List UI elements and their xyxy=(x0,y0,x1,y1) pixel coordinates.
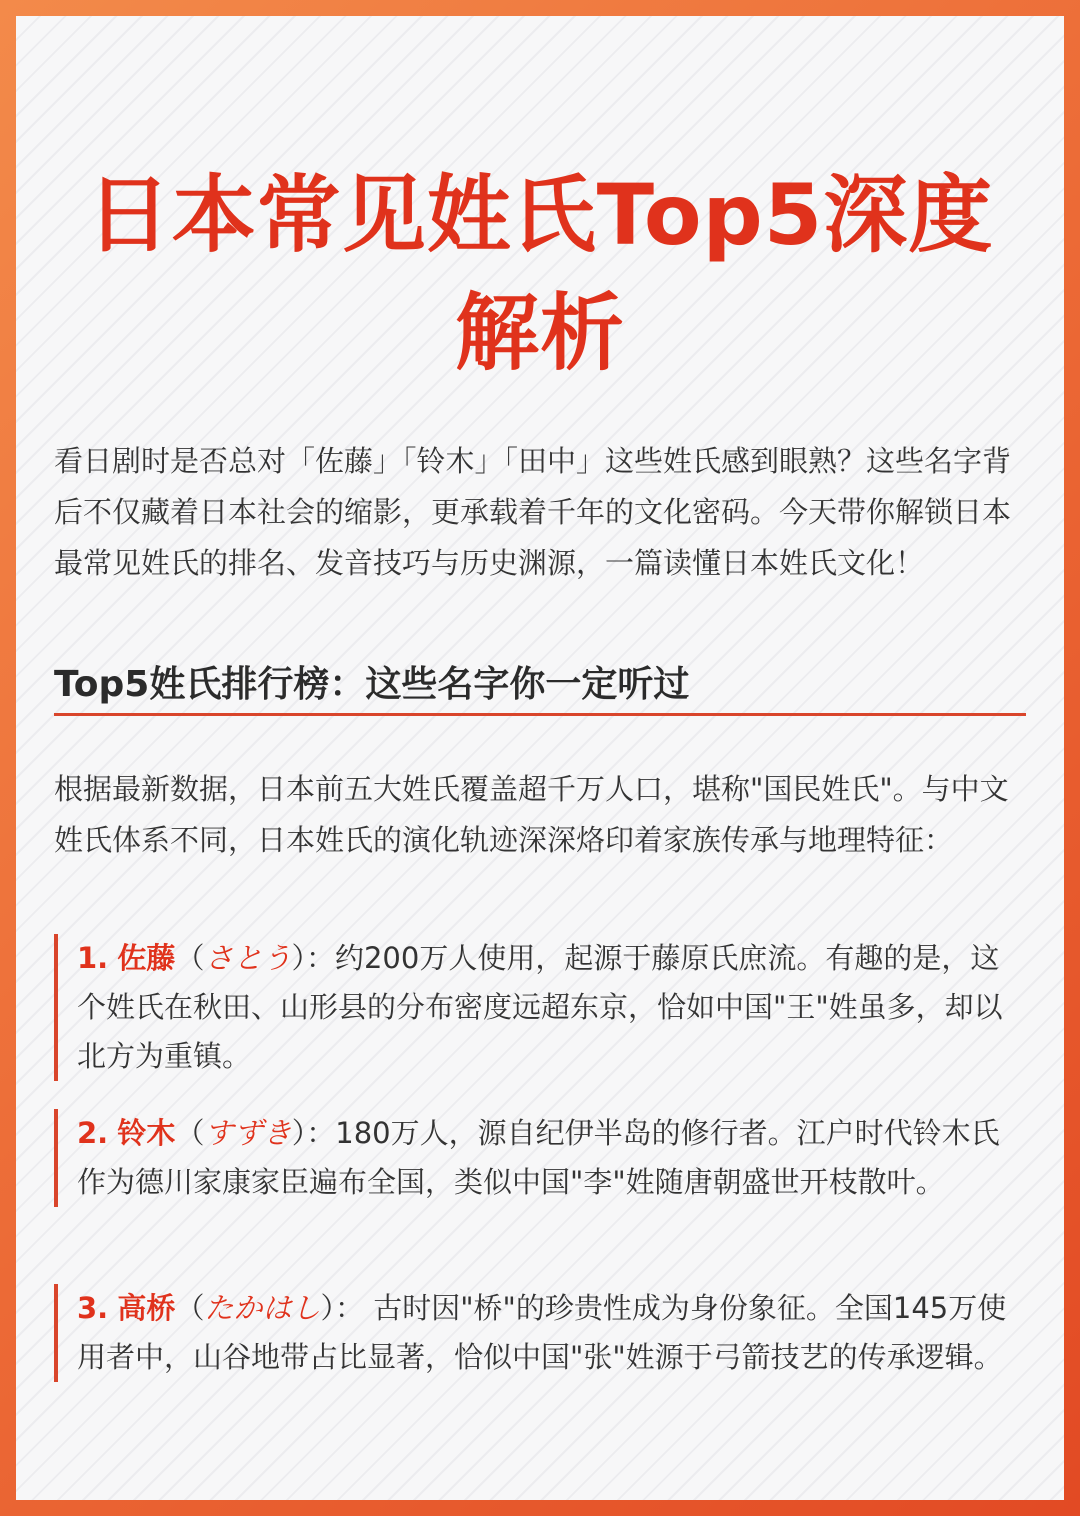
entry-kana-reading: たかはし xyxy=(204,1291,321,1325)
surname-entry-2 xyxy=(54,1109,1026,1207)
entry-open-paren: （ xyxy=(175,1116,205,1150)
entry-number: 3. xyxy=(77,1291,109,1325)
section-heading: Top5姓氏排行榜：这些名字你一定听过 xyxy=(54,664,690,705)
entry-close-paren: ） xyxy=(320,1291,335,1325)
entry-number: 2. xyxy=(77,1116,109,1150)
entry-surname: 佐藤 xyxy=(117,941,176,975)
entry-description: ：180万人，源自纪伊半岛的修行者。江户时代铃木氏作为德川家康家臣遍布全国，类似中国"李"姓随唐朝盛世开枝散叶。 xyxy=(77,1116,1000,1199)
entry-text xyxy=(77,1109,1026,1207)
entry-surname: 高桥 xyxy=(117,1291,176,1325)
entry-close-paren: ） xyxy=(291,1116,307,1150)
entry-text xyxy=(77,1284,1026,1382)
entry-kana-reading: すずき xyxy=(204,1116,292,1150)
entry-text xyxy=(77,934,1026,1081)
entry-description: ： 古时因"桥"的珍贵性成为身份象征。全国145万使用者中，山谷地带占比显著，恰似中国"张"姓源于弓箭技艺的传承逻辑。 xyxy=(77,1291,1007,1374)
entry-description: ：约200万人使用，起源于藤原氏庶流。有趣的是，这个姓氏在秋田、山形县的分布密度远超东京，恰如中国"王"姓虽多，却以北方为重镇。 xyxy=(77,941,1003,1073)
entry-open-paren: （ xyxy=(175,941,205,975)
surname-entry-3 xyxy=(54,1284,1026,1382)
intro-paragraph: 看日剧时是否总对「佐藤」「铃木」「田中」这些姓氏感到眼熟？这些名字背后不仅藏着日本社会的缩影，更承载着千年的文化密码。今天带你解锁日本最常见姓氏的排名、发音技巧与历史渊源，一篇读懂日本姓氏文化！ xyxy=(54,444,1012,580)
section-divider xyxy=(54,713,1026,716)
surname-entry-1 xyxy=(54,934,1026,1081)
entry-open-paren: （ xyxy=(175,1291,205,1325)
entry-close-paren: ） xyxy=(291,941,306,975)
article-card xyxy=(16,16,1064,1500)
section-intro-paragraph: 根据最新数据，日本前五大姓氏覆盖超千万人口，堪称"国民姓氏"。与中文姓氏体系不同，日本姓氏的演化轨迹深深烙印着家族传承与地理特征： xyxy=(54,772,1009,857)
entry-number: 1. xyxy=(77,941,109,975)
article-title: 日本常见姓氏Top5深度解析 xyxy=(86,166,994,382)
entry-surname: 铃木 xyxy=(117,1116,176,1150)
entry-kana-reading: さとう xyxy=(204,941,292,975)
